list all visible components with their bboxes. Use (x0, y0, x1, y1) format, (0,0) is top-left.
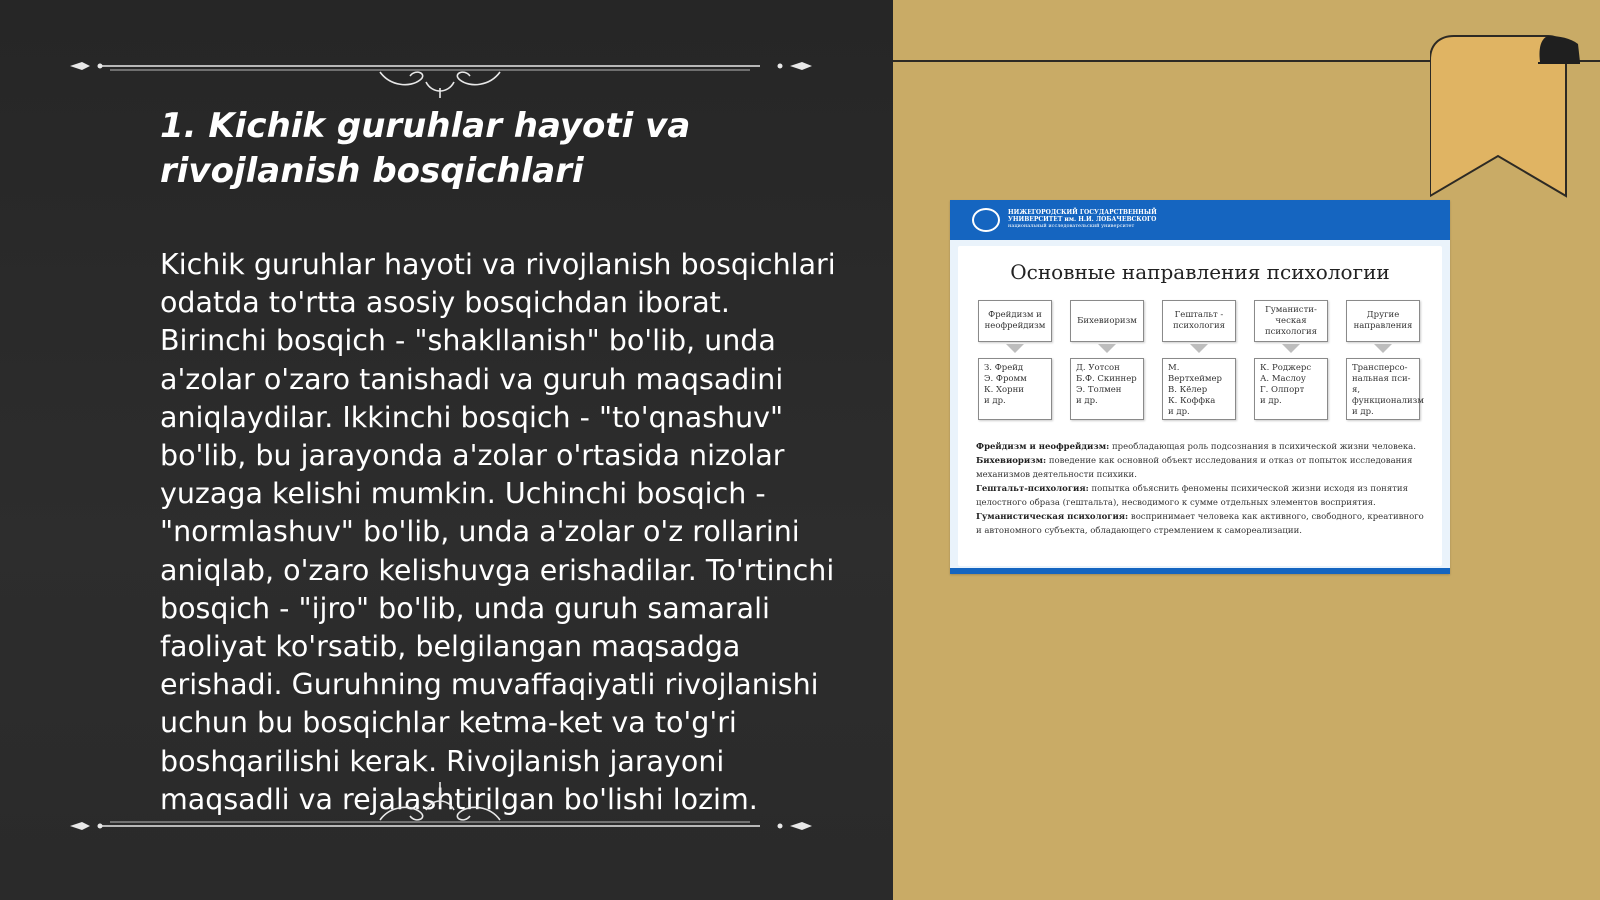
direction-box: Бихевиоризм (1070, 300, 1144, 342)
slide-body-text: Kichik guruhlar hayoti va rivojlanish bosqichlari odatda to'rtta asosiy bosqichdan iborat. Birinchi bosqich - "shakllanish" bo'lib, unda a'zolar o'zaro tanishadi va guruh maqsadini aniqlaydilar. Ikkinchi bosqich - "to'qnashuv" bo'lib, bu jarayonda a'zolar o'rtasida nizolar yuzaga kelishi mumkin. Uchinchi bosqich - "normlashuv" bo'lib, unda a'zolar o'z rollarini aniqlab, o'zaro kelishuvga erishadilar. To'rtinchi bosqich - "ijro" bo'lib, unda guruh samarali faoliyat ko'rsatib, belgilangan maqsadga erishadi. Guruhning muvaffaqiyatli rivojlanishi uchun bu bosqichlar ketma-ket va to'g'ri boshqarilishi kerak. Rivojlanish jarayoni maqsadli va rejalashtirilgan bo'lishi lozim. (160, 248, 836, 816)
representatives-box: К. Роджерс А. Маслоу Г. Олпорт и др. (1254, 358, 1328, 420)
image-header (950, 200, 1450, 240)
description-line: Гуманистическая психология: воспринимает человека как активного, свободного, креативного и автономного субъекта, обладающего стремлением к самореализации. (976, 512, 1424, 536)
direction-box: Другие направления (1346, 300, 1420, 342)
image-footer (950, 568, 1450, 574)
ornament-divider-top (60, 38, 830, 98)
university-subtitle: национальный исследовательский университет (1008, 223, 1135, 229)
ornament-divider-bottom (60, 782, 830, 842)
bookmark-ribbon-icon (1430, 34, 1600, 204)
direction-box: Фрейдизм и неофрейдизм (978, 300, 1052, 342)
down-arrow-icon (1374, 344, 1392, 353)
down-arrow-icon (1006, 344, 1024, 353)
direction-box: Гештальт - психология (1162, 300, 1236, 342)
slide-title: 1. Kichik guruhlar hayoti va rivojlanish bosqichlari (160, 106, 691, 191)
representatives-box: З. Фрейд Э. Фромм К. Хорни и др. (978, 358, 1052, 420)
university-logo-icon (972, 208, 1000, 232)
university-name: НИЖЕГОРОДСКИЙ ГОСУДАРСТВЕННЫЙ УНИВЕРСИТЕТ им. Н.И. ЛОБАЧЕВСКОГО (1008, 209, 1157, 223)
down-arrow-icon (1190, 344, 1208, 353)
description-line: Фрейдизм и неофрейдизм: преобладающая роль подсознания в психической жизни человека. (976, 442, 1416, 452)
direction-box: Гуманисти-ческая психология (1254, 300, 1328, 342)
image-content (958, 246, 1442, 566)
description-line: Гештальт-психология: попытка объяснить феномены психической жизни исходя из понятия целостного образа (гештальта), несводимого к сумме отдельных элементов восприятия. (976, 484, 1408, 508)
down-arrow-icon (1282, 344, 1300, 353)
representatives-box: Трансперсо-нальная пси-я, функционализм и др. (1346, 358, 1420, 420)
image-title: Основные направления психологии (1010, 260, 1390, 284)
description-line: Бихевиоризм: поведение как основной объект исследования и отказ от попыток исследования механизмов деятельности психики. (976, 456, 1413, 480)
representatives-box: М. Вертхеймер В. Кёлер К. Коффка и др. (1162, 358, 1236, 420)
psychology-directions-image (950, 200, 1450, 574)
representatives-box: Д. Уотсон Б.Ф. Скиннер Э. Толмен и др. (1070, 358, 1144, 420)
down-arrow-icon (1098, 344, 1116, 353)
direction-descriptions (976, 440, 1424, 538)
